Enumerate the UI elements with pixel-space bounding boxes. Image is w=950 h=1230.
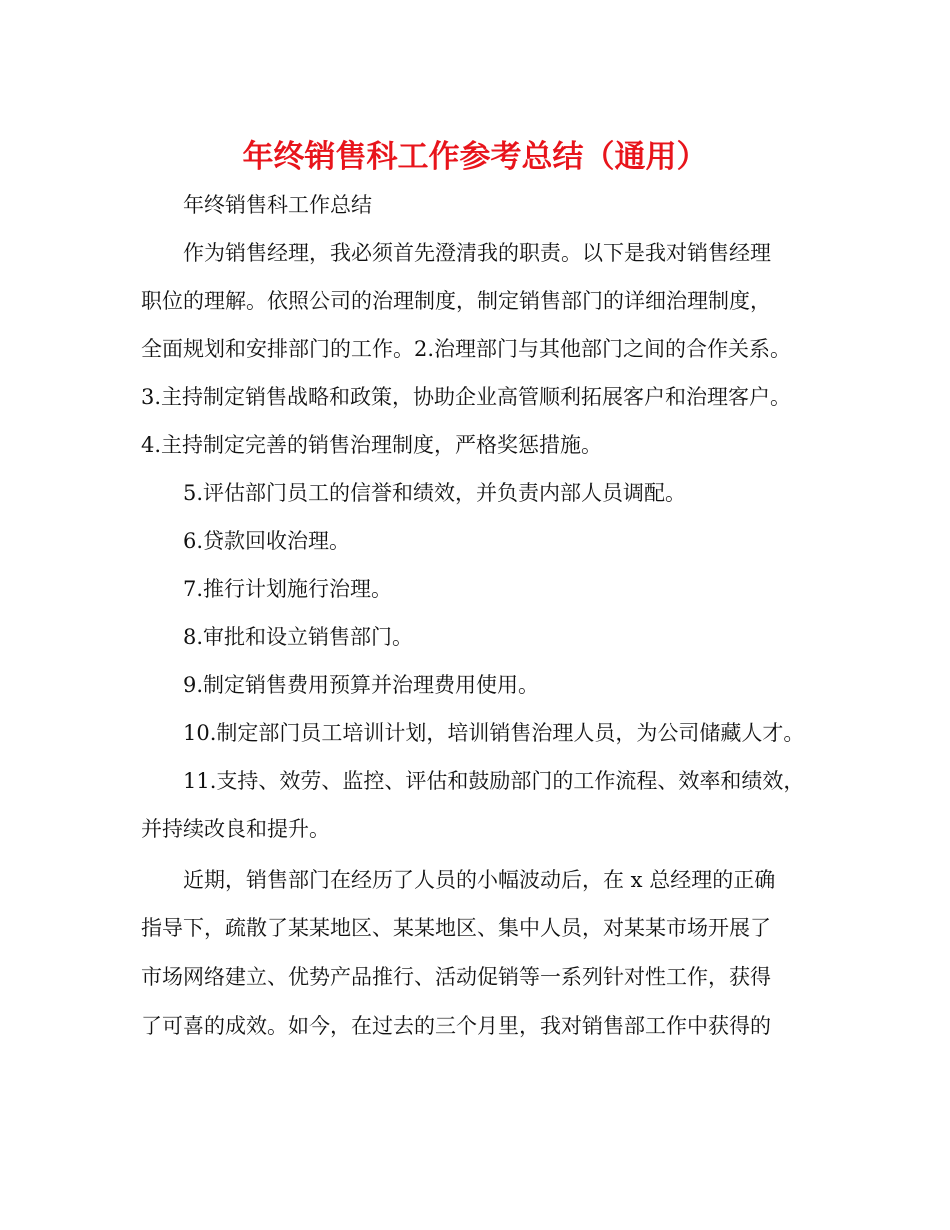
list-item-line: 10.制定部门员工培训计划，培训销售治理人员，为公司储藏人才。 <box>183 721 805 745</box>
paragraph-line: 近期，销售部门在经历了人员的小幅波动后，在 x 总经理的正确 <box>183 868 776 892</box>
paragraph-line: 作为销售经理，我必须首先澄清我的职责。以下是我对销售经理 <box>183 241 771 265</box>
list-item-line: 5.评估部门员工的信誉和绩效，并负责内部人员调配。 <box>183 481 687 505</box>
paragraph-line: 全面规划和安排部门的工作。2.治理部门与其他部门之间的合作关系。 <box>141 337 792 361</box>
paragraph-line: 4.主持制定完善的销售治理制度，严格奖惩措施。 <box>141 433 603 457</box>
list-item-line: 7.推行计划施行治理。 <box>183 577 393 601</box>
list-item-line: 6.贷款回收治理。 <box>183 529 351 553</box>
list-item-line: 9.制定销售费用预算并治理费用使用。 <box>183 673 540 697</box>
list-item-line: 8.审批和设立销售部门。 <box>183 625 414 649</box>
document-title: 年终销售科工作参考总结（通用） <box>242 139 708 175</box>
paragraph-line: 并持续改良和提升。 <box>141 817 330 841</box>
paragraph-line: 市场网络建立、优势产品推行、活动促销等一系列针对性工作，获得 <box>141 965 771 989</box>
paragraph-line: 3.主持制定销售战略和政策，协助企业高管顺利拓展客户和治理客户。 <box>141 385 792 409</box>
list-item-line: 11.支持、效劳、监控、评估和鼓励部门的工作流程、效率和绩效， <box>183 769 805 793</box>
paragraph-line: 职位的理解。依照公司的治理制度，制定销售部门的详细治理制度， <box>141 289 771 313</box>
paragraph-line: 了可喜的成效。如今，在过去的三个月里，我对销售部工作中获得的 <box>141 1014 771 1038</box>
subtitle-line: 年终销售科工作总结 <box>183 193 372 217</box>
paragraph-line: 指导下，疏散了某某地区、某某地区、集中人员，对某某市场开展了 <box>141 916 771 940</box>
